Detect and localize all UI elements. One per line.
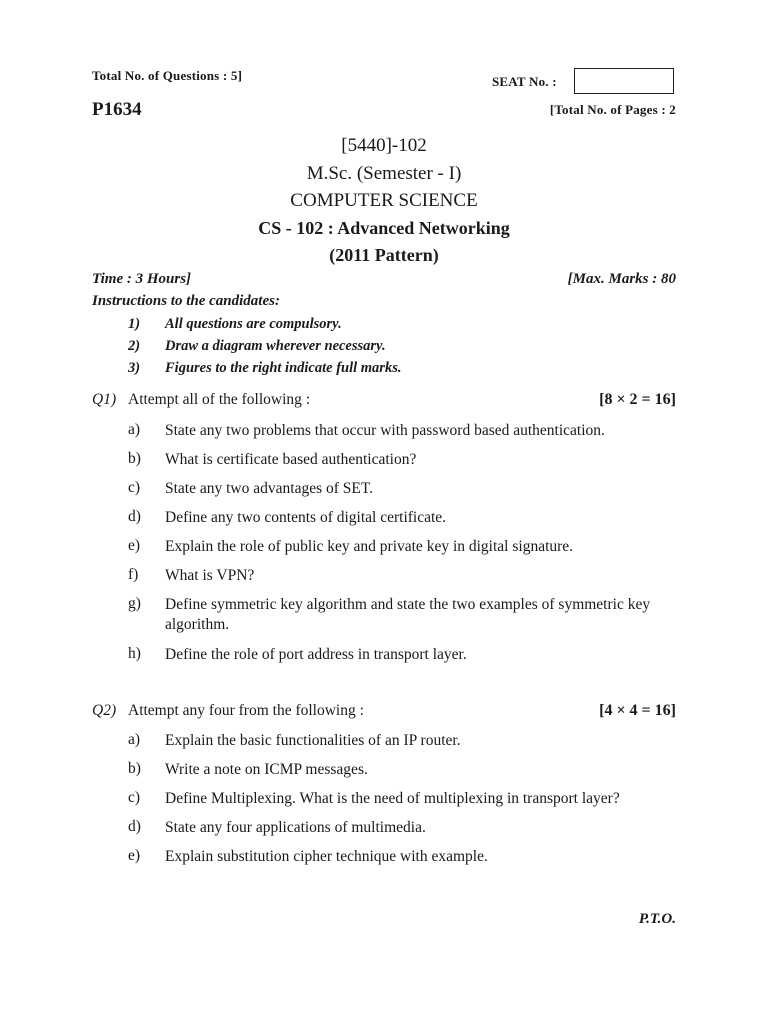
item-text: What is VPN? (165, 567, 255, 584)
item-text: Explain the role of public key and private key in digital signature. (165, 538, 574, 555)
item-label: h) (128, 645, 141, 662)
question-number: Q1) (92, 391, 117, 408)
instruction-text: Figures to the right indicate full marks. (165, 360, 402, 376)
item-text: Explain substitution cipher technique with example. (165, 848, 488, 865)
item-text: Define any two contents of digital certificate. (165, 509, 447, 526)
item-text: Define Multiplexing. What is the need of multiplexing in transport layer? (165, 790, 620, 807)
total-questions: Total No. of Questions : 5] (92, 68, 243, 83)
please-turn-over: P.T.O. (638, 911, 676, 927)
exam-code: [5440]-102 (341, 135, 427, 156)
total-pages: [Total No. of Pages : 2 (549, 102, 676, 117)
item-label: d) (128, 508, 141, 525)
question-marks: [8 × 2 = 16] (599, 391, 676, 408)
item-text: State any two problems that occur with password based authentication. (165, 422, 605, 439)
item-text: Define symmetric key algorithm and state the two examples of symmetric key algorithm. (165, 596, 651, 633)
subject-title: COMPUTER SCIENCE (290, 190, 478, 211)
item-label: c) (128, 479, 141, 496)
item-text: State any four applications of multimedia. (165, 819, 426, 836)
item-label: f) (128, 566, 139, 583)
item-label: e) (128, 847, 141, 864)
item-label: d) (128, 818, 141, 835)
instruction-number: 1) (128, 316, 141, 332)
question-text: Attempt all of the following : (128, 391, 311, 408)
item-text: Write a note on ICMP messages. (165, 761, 368, 778)
instruction-text: Draw a diagram wherever necessary. (165, 338, 386, 354)
question-number: Q2) (92, 702, 117, 719)
item-label: b) (128, 450, 141, 467)
seat-number-label: SEAT No. : (492, 74, 557, 89)
item-label: c) (128, 789, 141, 806)
item-text: What is certificate based authentication? (165, 451, 417, 468)
time-limit: Time : 3 Hours] (92, 271, 192, 287)
item-label: a) (128, 731, 141, 748)
course-title: M.Sc. (Semester - I) (306, 163, 462, 184)
item-text: Define the role of port address in transport layer. (165, 646, 467, 663)
seat-number-box[interactable] (574, 68, 674, 94)
instruction-number: 2) (128, 338, 141, 354)
pattern-title: (2011 Pattern) (329, 245, 439, 265)
max-marks: [Max. Marks : 80 (567, 271, 676, 287)
question-text: Attempt any four from the following : (128, 702, 364, 719)
paper-code: P1634 (92, 99, 142, 120)
paper-title: CS - 102 : Advanced Networking (258, 218, 510, 238)
item-label: b) (128, 760, 141, 777)
item-label: g) (128, 595, 141, 612)
question-marks: [4 × 4 = 16] (599, 702, 676, 719)
item-text: Explain the basic functionalities of an IP router. (165, 732, 461, 749)
instruction-number: 3) (128, 360, 141, 376)
instructions-heading: Instructions to the candidates: (92, 293, 280, 309)
item-label: e) (128, 537, 141, 554)
item-label: a) (128, 421, 141, 438)
instruction-text: All questions are compulsory. (165, 316, 342, 332)
item-text: State any two advantages of SET. (165, 480, 374, 497)
